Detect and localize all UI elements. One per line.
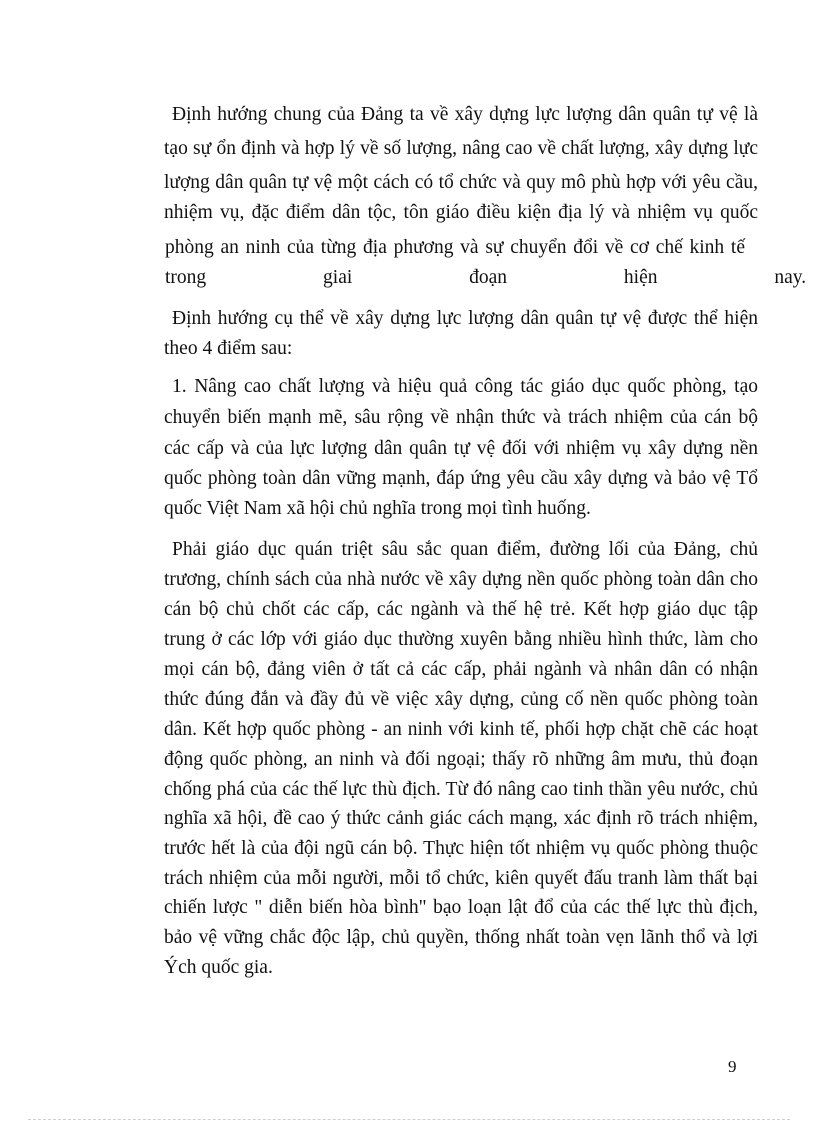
text-line: Ých quốc gia. xyxy=(164,957,273,978)
text-line: các cấp và của lực lượng dân quân tự vệ đối với nhiệm vụ xây dựng nền xyxy=(164,438,758,459)
text-line: quốc Việt Nam xã hội chủ nghĩa trong mọi tình huống. xyxy=(164,498,591,519)
text-line: nghĩa xã hội, đề cao ý thức cảnh giác cách mạng, xác định rõ trách nhiệm, xyxy=(164,808,758,829)
text-line: chiến lược " diễn biến hòa bình" bạo loạn lật đổ của các thế lực thù địch, xyxy=(164,897,758,918)
text-line: lượng dân quân tự vệ một cách có tổ chức và quy mô phù hợp với yêu cầu, xyxy=(164,172,758,193)
text-line: trương, chính sách của nhà nước về xây dựng nền quốc phòng toàn dân cho xyxy=(164,569,758,590)
text-line: trong giai đoạn hiện nay. xyxy=(165,267,807,288)
text-line: chuyển biến mạnh mẽ, sâu rộng về nhận thức và trách nhiệm của cán bộ xyxy=(164,407,758,428)
text-line: thức đúng đắn và đầy đủ về việc xây dựng, củng cố nền quốc phòng toàn xyxy=(164,689,758,710)
text-line: 1. Nâng cao chất lượng và hiệu quả công tác giáo dục quốc phòng, tạo xyxy=(172,376,758,397)
text-line: theo 4 điểm sau: xyxy=(164,338,293,359)
text-line: quốc phòng toàn dân vững mạnh, đáp ứng yêu cầu xây dựng và bảo vệ Tổ xyxy=(164,468,758,489)
text-line: chống phá của các thế lực thù địch. Từ đó nâng cao tinh thần yêu nước, chủ xyxy=(164,779,758,800)
text-line: tạo sự ổn định và hợp lý về số lượng, nâng cao về chất lượng, xây dựng lực xyxy=(164,138,758,159)
page-number: 9 xyxy=(728,1057,737,1076)
text-line: Định hướng cụ thể về xây dựng lực lượng dân quân tự vệ được thể hiện xyxy=(172,308,758,329)
text-line: động quốc phòng, an ninh và đối ngoại; thấy rõ những âm mưu, thủ đoạn xyxy=(164,749,758,770)
text-line: trách nhiệm của mỗi người, mỗi tổ chức, kiên quyết đấu tranh làm thất bại xyxy=(164,868,758,889)
footer-rule xyxy=(28,1119,790,1120)
text-line: phòng an ninh của từng địa phương và sự chuyển đổi về cơ chế kinh tế xyxy=(165,237,745,258)
text-line: cán bộ chủ chốt các cấp, các ngành và thế hệ trẻ. Kết hợp giáo dục tập xyxy=(164,599,758,620)
text-line: trước hết là của đội ngũ cán bộ. Thực hiện tốt nhiệm vụ quốc phòng thuộc xyxy=(164,838,758,859)
text-line: bảo vệ vững chắc độc lập, chủ quyền, thống nhất toàn vẹn lãnh thổ và lợi xyxy=(164,927,758,948)
text-line: Định hướng chung của Đảng ta về xây dựng lực lượng dân quân tự vệ là xyxy=(172,104,758,125)
text-line: nhiệm vụ, đặc điểm dân tộc, tôn giáo điều kiện địa lý và nhiệm vụ quốc xyxy=(164,202,758,223)
text-line: dân. Kết hợp quốc phòng - an ninh với kinh tế, phối hợp chặt chẽ các hoạt xyxy=(164,719,758,740)
text-line: Phải giáo dục quán triệt sâu sắc quan điểm, đường lối của Đảng, chủ xyxy=(172,539,758,560)
text-line: mọi cán bộ, đảng viên ở tất cả các cấp, phải ngành và nhân dân có nhận xyxy=(164,659,758,680)
text-line: trung ở các lớp với giáo dục thường xuyên bằng nhiều hình thức, làm cho xyxy=(164,629,758,650)
